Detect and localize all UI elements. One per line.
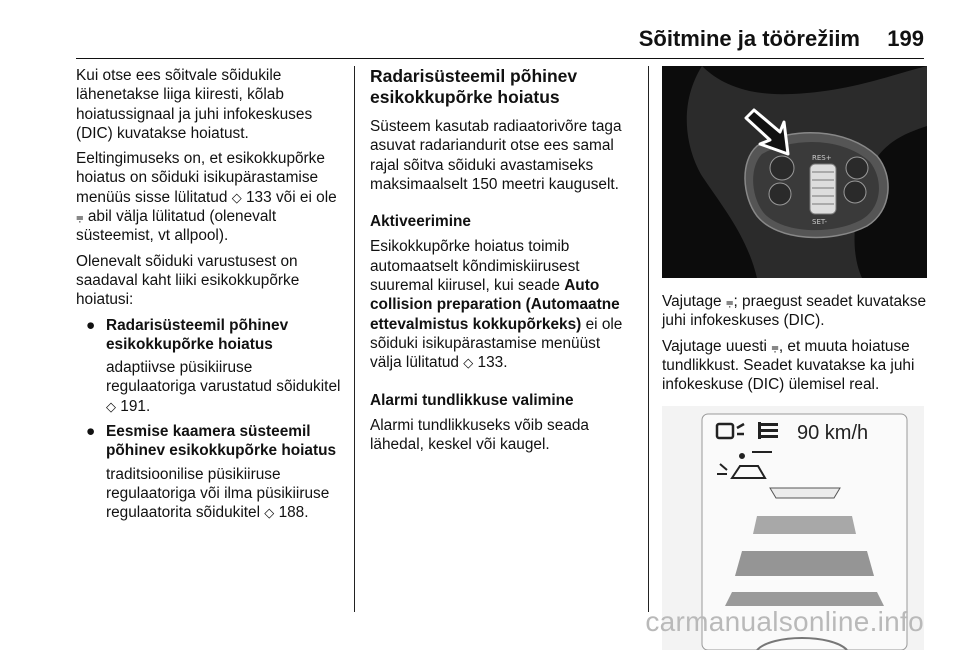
page-ref-icon: ◇: [231, 189, 242, 205]
press-again-paragraph: Vajutage uuesti ⩦, et muuta hoiatuse tundlikkust. Seadet kuvatakse ka juhi infokeskuse (DIC) ülemisel real.: [662, 337, 915, 394]
collision-alert-icon: ⩦: [76, 209, 84, 225]
steering-wheel-figure: [662, 66, 927, 278]
sensitivity-heading: Alarmi tundlikkuse valimine: [370, 391, 574, 409]
types-paragraph: Olenevalt sõiduki varustusest on saadaval kaht liiki esikokkupõrke hoiatusi:: [76, 252, 300, 309]
chapter-title: Sõitmine ja töörežiim: [638, 26, 860, 51]
sensitivity-paragraph: Alarmi tundlikkuseks võib seada lähedal, keskel või kaugel.: [370, 416, 589, 454]
page-ref-link[interactable]: 191.: [120, 397, 151, 415]
bullet-icon: ●: [86, 423, 96, 441]
steering-wheel-illustration: [662, 66, 927, 278]
activation-heading: Aktiveerimine: [370, 213, 471, 231]
page-header: [76, 22, 924, 59]
res-label: RES+: [812, 154, 832, 162]
collision-alert-icon: ⩦: [771, 338, 779, 354]
setting-name: Auto collision preparation (Automaatne ettevalmistus kokkupõrkeks): [370, 277, 620, 333]
set-label: SET-: [812, 218, 828, 226]
column-middle: [370, 66, 636, 460]
bullet-icon: ●: [86, 316, 96, 334]
page-ref-icon: ◇: [106, 398, 116, 414]
page-number: 199: [887, 26, 924, 51]
page-ref-link[interactable]: 133.: [477, 354, 508, 372]
press-paragraph: Vajutage ⩦; praegust seadet kuvatakse juhi infokeskuses (DIC).: [662, 293, 927, 330]
column-right: [662, 66, 927, 650]
bullet-radar-text: adaptiivse püsikiiruse regulaatoriga varustatud sõidukitel ◇ 191.: [106, 359, 341, 415]
column-left: [76, 66, 344, 529]
column-divider: [354, 66, 355, 612]
intro-paragraph: Kui otse ees sõitvale sõidukile lähenetakse liiga kiiresti, kõlab hoiatussignaal ja juhi infokeskuses (DIC) kuvatakse hoiatust.: [76, 67, 313, 142]
bullet-camera: ● Eesmise kaamera süsteemil põhinev esikokkupõrke hoiatus: [86, 423, 337, 460]
activation-paragraph: Esikokkupõrke hoiatus toimib automaatselt kõndimiskiirusest suuremal kiirusel, kui seade Auto collision preparation (Automaatne ettevalmistus kokkupõrkeks) ei ole sõiduki isikupärastamise menüüst välja lülitatud ◇ 133.: [370, 238, 623, 372]
column-divider: [648, 66, 649, 612]
bullet-radar: ● Radarisüsteemil põhinev esikokkupõrke hoiatus: [86, 316, 289, 353]
collision-alert-icon: ⩦: [725, 294, 734, 309]
page-ref-icon: ◇: [264, 505, 275, 521]
precondition-paragraph: Eeltingimuseks on, et esikokkupõrke hoiatus on sõiduki isikupärastamise menüüs sisse lülitatud ◇ 133 või ei ole ⩦ abil välja lülitatud (olenevalt süsteemist, vt allpool).: [76, 150, 337, 245]
section-heading: Radarisüsteemil põhinev esikokkupõrke hoiatus: [370, 66, 578, 107]
watermark: carmanualsonline.info: [645, 606, 924, 637]
bullet-camera-text: traditsioonilise püsikiiruse regulaatoriga või ilma püsikiiruse regulaatorita sõidukitel ◇ 188.: [106, 465, 330, 522]
radar-paragraph: Süsteem kasutab radiaatorivõre taga asuvat radariandurit otse ees samal rajal sõitva sõiduki avastamiseks maksimaalselt 150 meetri kauguselt.: [370, 118, 622, 193]
speed-readout: 90 km/h: [797, 422, 869, 445]
page-ref-link[interactable]: 188.: [278, 504, 309, 522]
page-ref-link[interactable]: 133 või ei ole: [245, 188, 337, 206]
distance-bars-icon: [758, 422, 778, 439]
page-ref-icon: ◇: [463, 355, 474, 371]
